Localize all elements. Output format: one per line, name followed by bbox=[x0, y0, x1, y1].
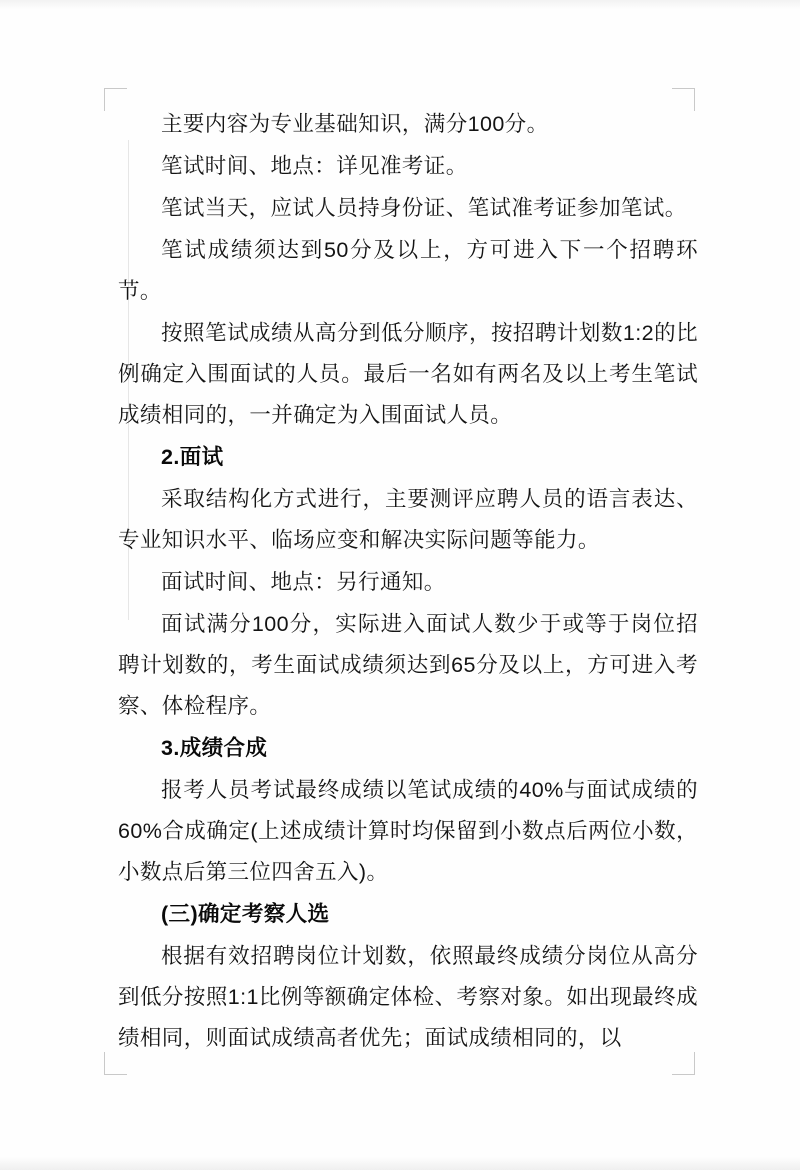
paragraph-interview-shortlist-rule: 按照笔试成绩从高分到低分顺序，按招聘计划数1:2的比例确定入围面试的人员。最后一名如有两名及以上考生笔试成绩相同的，一并确定为入围面试人员。 bbox=[118, 321, 698, 427]
paragraph-exam-content: 主要内容为专业基础知识，满分100分。 bbox=[161, 112, 549, 136]
heading-score-composition: 3.成绩合成 bbox=[161, 736, 268, 760]
paragraph-interview-format: 采取结构化方式进行，主要测评应聘人员的语言表达、专业知识水平、临场应变和解决实际问题等能力。 bbox=[118, 487, 698, 552]
paragraph-interview-time: 面试时间、地点：另行通知。 bbox=[161, 570, 446, 594]
paragraph-written-score-threshold: 笔试成绩须达到50分及以上，方可进入下一个招聘环节。 bbox=[118, 238, 698, 303]
heading-interview: 2.面试 bbox=[161, 445, 224, 469]
paragraph-written-exam-day: 笔试当天，应试人员持身份证、笔试准考证参加笔试。 bbox=[161, 196, 687, 220]
paragraph-interview-score-threshold: 面试满分100分，实际进入面试人数少于或等于岗位招聘计划数的，考生面试成绩须达到65分及以上，方可进入考察、体检程序。 bbox=[118, 612, 698, 718]
paragraph-selection-rule: 根据有效招聘岗位计划数，依照最终成绩分岗位从高分到低分按照1:1比例等额确定体检、考察对象。如出现最终成绩相同，则面试成绩高者优先；面试成绩相同的，以 bbox=[118, 944, 698, 1050]
document-body bbox=[118, 104, 698, 1060]
heading-candidate-selection: (三)确定考察人选 bbox=[161, 902, 330, 926]
paragraph-score-composition-rule: 报考人员考试最终成绩以笔试成绩的40%与面试成绩的60%合成确定(上述成绩计算时均保留到小数点后两位小数，小数点后第三位四舍五入)。 bbox=[118, 778, 698, 884]
page-top-edge bbox=[0, 0, 800, 10]
paragraph-written-exam-time: 笔试时间、地点：详见准考证。 bbox=[161, 154, 468, 178]
page-bottom-edge bbox=[0, 1156, 800, 1170]
